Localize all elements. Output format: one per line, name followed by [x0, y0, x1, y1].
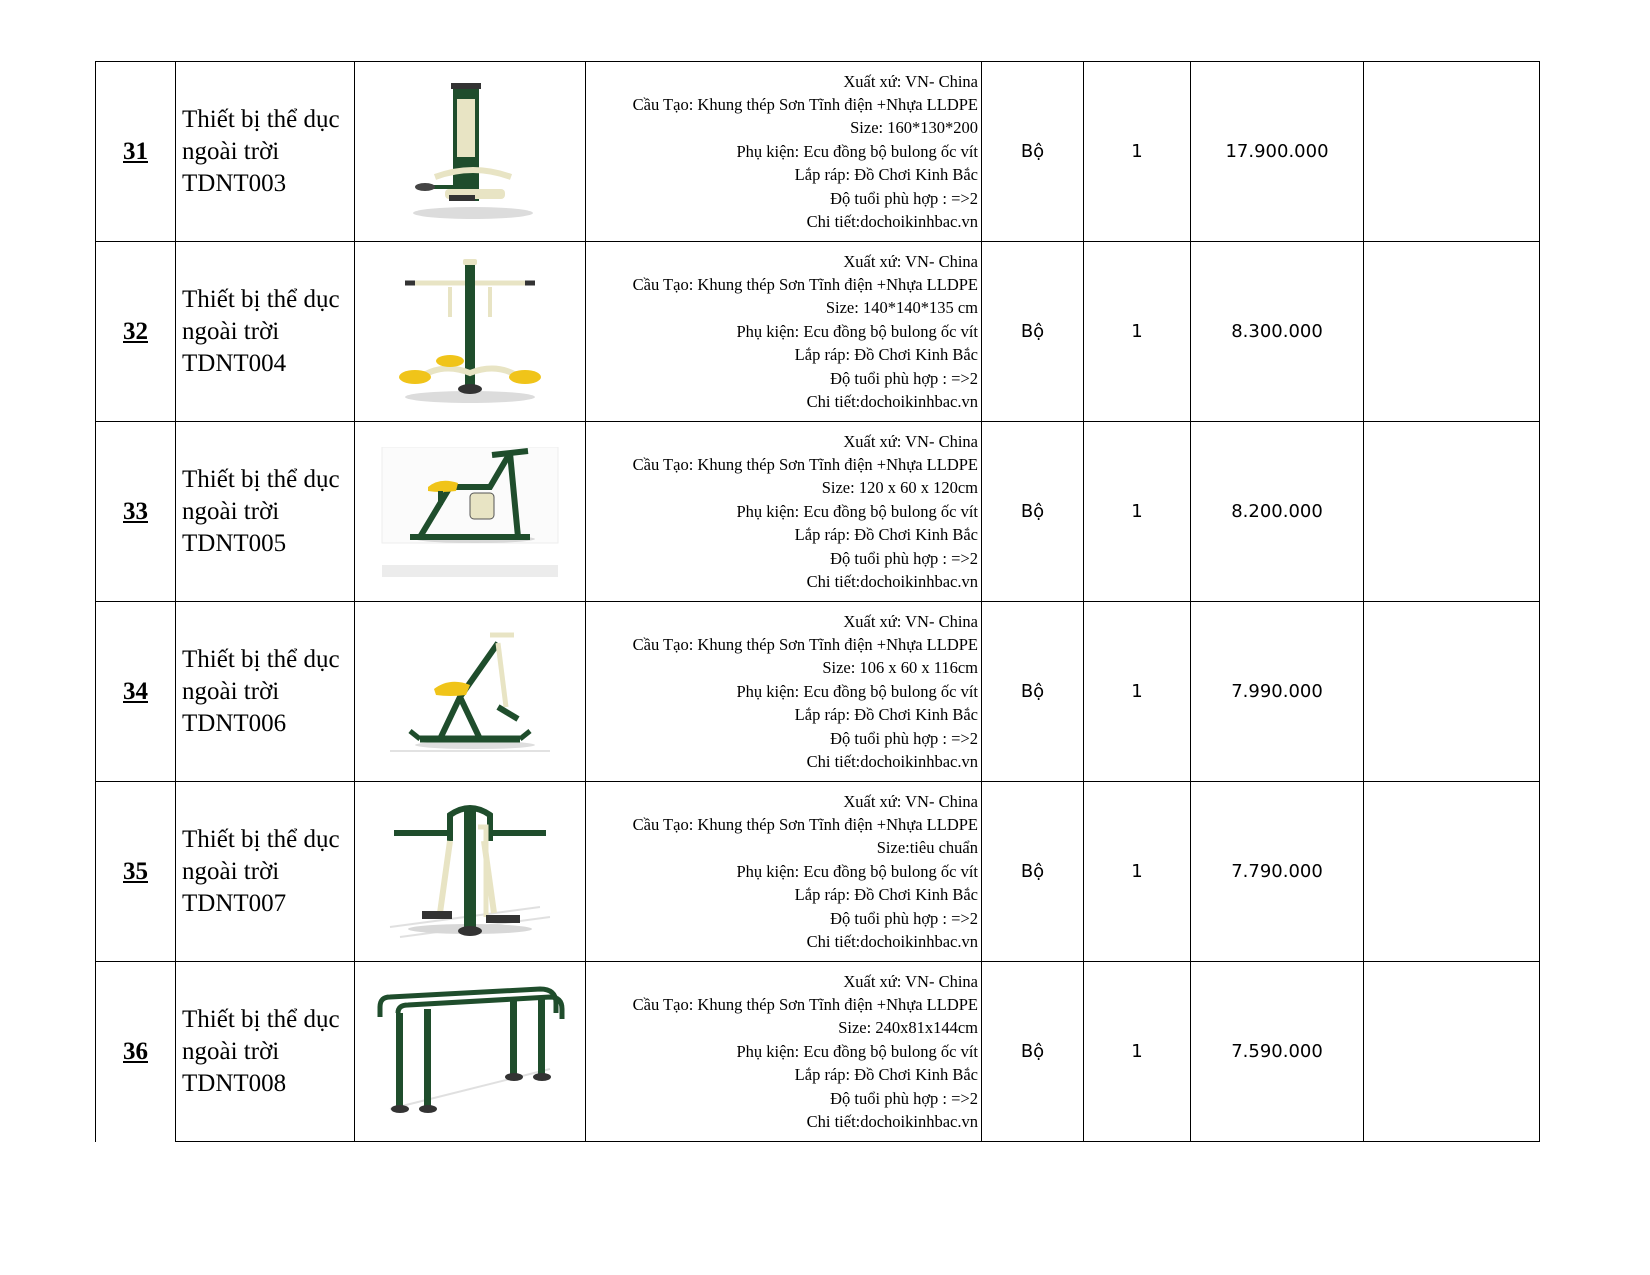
- table-row: [96, 782, 1540, 962]
- product-image: [355, 62, 586, 242]
- quantity: 1: [1084, 242, 1191, 422]
- empty-cell: [1364, 422, 1540, 602]
- quantity: 1: [1084, 62, 1191, 242]
- table-row: [96, 242, 1540, 422]
- row-number: 32: [96, 242, 176, 422]
- exercise-bike-icon: [380, 447, 560, 577]
- price: 7.590.000: [1191, 962, 1364, 1142]
- product-image: [355, 422, 586, 602]
- empty-cell: [1364, 602, 1540, 782]
- product-description: Xuất xứ: VN- China Cầu Tạo: Khung thép Sơn Tĩnh điện +Nhựa LLDPE Size:tiêu chuẩn Phụ kiện: Ecu đồng bộ bulong ốc vít Lắp ráp: Đồ Chơi Kinh Bắc Độ tuổi phù hợp : =>2 Chi tiết:dochoikinhbac.vn: [586, 782, 982, 962]
- rider-machine-icon: [380, 627, 560, 757]
- empty-cell: [1364, 782, 1540, 962]
- product-description: Xuất xứ: VN- China Cầu Tạo: Khung thép Sơn Tĩnh điện +Nhựa LLDPE Size: 240x81x144cm Phụ kiện: Ecu đồng bộ bulong ốc vít Lắp ráp: Đồ Chơi Kinh Bắc Độ tuổi phù hợp : =>2 Chi tiết:dochoikinhbac.vn: [586, 962, 982, 1142]
- table-row: [96, 422, 1540, 602]
- double-walker-icon: [380, 797, 560, 947]
- quantity: 1: [1084, 782, 1191, 962]
- quantity: 1: [1084, 602, 1191, 782]
- product-name: Thiết bị thể dục ngoài trời TDNT003: [176, 62, 355, 242]
- table-row: [96, 962, 1540, 1142]
- product-name: Thiết bị thể dục ngoài trời TDNT005: [176, 422, 355, 602]
- product-name: Thiết bị thể dục ngoài trời TDNT004: [176, 242, 355, 422]
- unit: Bộ: [982, 962, 1084, 1142]
- triple-twister-icon: [395, 257, 545, 407]
- product-description: Xuất xứ: VN- China Cầu Tạo: Khung thép Sơn Tĩnh điện +Nhựa LLDPE Size: 140*140*135 cm Phụ kiện: Ecu đồng bộ bulong ốc vít Lắp ráp: Đồ Chơi Kinh Bắc Độ tuổi phù hợp : =>2 Chi tiết:dochoikinhbac.vn: [586, 242, 982, 422]
- unit: Bộ: [982, 242, 1084, 422]
- row-number: 36: [96, 962, 176, 1142]
- product-description: Xuất xứ: VN- China Cầu Tạo: Khung thép Sơn Tĩnh điện +Nhựa LLDPE Size: 160*130*200 Phụ kiện: Ecu đồng bộ bulong ốc vít Lắp ráp: Đồ Chơi Kinh Bắc Độ tuổi phù hợp : =>2 Chi tiết:dochoikinhbac.vn: [586, 62, 982, 242]
- unit: Bộ: [982, 782, 1084, 962]
- table-row: [96, 62, 1540, 242]
- price: 7.790.000: [1191, 782, 1364, 962]
- empty-cell: [1364, 62, 1540, 242]
- table-row: [96, 602, 1540, 782]
- price: 8.300.000: [1191, 242, 1364, 422]
- product-description: Xuất xứ: VN- China Cầu Tạo: Khung thép Sơn Tĩnh điện +Nhựa LLDPE Size: 120 x 60 x 120cm Phụ kiện: Ecu đồng bộ bulong ốc vít Lắp ráp: Đồ Chơi Kinh Bắc Độ tuổi phù hợp : =>2 Chi tiết:dochoikinhbac.vn: [586, 422, 982, 602]
- outdoor-fitness-twister-icon: [395, 77, 545, 227]
- row-number: 31: [96, 62, 176, 242]
- row-number: 34: [96, 602, 176, 782]
- product-quote-table: [95, 61, 1540, 1142]
- product-image: [355, 602, 586, 782]
- product-description: Xuất xứ: VN- China Cầu Tạo: Khung thép Sơn Tĩnh điện +Nhựa LLDPE Size: 106 x 60 x 116cm Phụ kiện: Ecu đồng bộ bulong ốc vít Lắp ráp: Đồ Chơi Kinh Bắc Độ tuổi phù hợp : =>2 Chi tiết:dochoikinhbac.vn: [586, 602, 982, 782]
- price: 8.200.000: [1191, 422, 1364, 602]
- product-image: [355, 962, 586, 1142]
- empty-cell: [1364, 962, 1540, 1142]
- price: 17.900.000: [1191, 62, 1364, 242]
- parallel-bars-icon: [370, 977, 570, 1127]
- product-image: [355, 782, 586, 962]
- unit: Bộ: [982, 602, 1084, 782]
- price: 7.990.000: [1191, 602, 1364, 782]
- unit: Bộ: [982, 422, 1084, 602]
- product-name: Thiết bị thể dục ngoài trời TDNT008: [176, 962, 355, 1142]
- product-image: [355, 242, 586, 422]
- quantity: 1: [1084, 422, 1191, 602]
- product-name: Thiết bị thể dục ngoài trời TDNT007: [176, 782, 355, 962]
- quantity: 1: [1084, 962, 1191, 1142]
- empty-cell: [1364, 242, 1540, 422]
- unit: Bộ: [982, 62, 1084, 242]
- row-number: 35: [96, 782, 176, 962]
- row-number: 33: [96, 422, 176, 602]
- product-name: Thiết bị thể dục ngoài trời TDNT006: [176, 602, 355, 782]
